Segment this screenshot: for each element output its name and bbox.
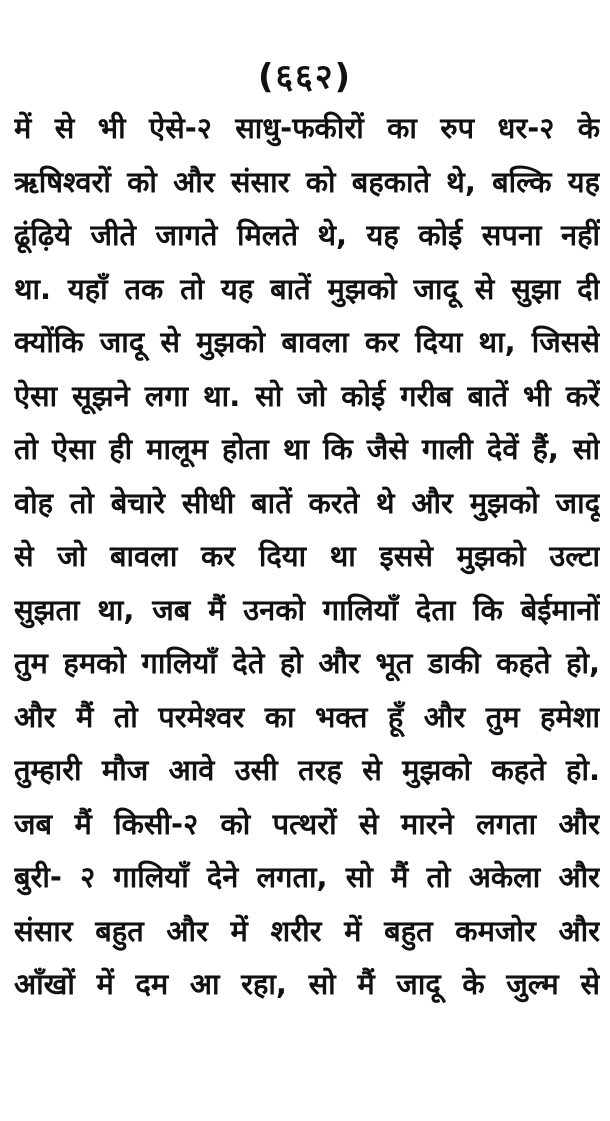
body-text	[14, 102, 600, 1012]
text-line: जब मैं किसी-२ को पत्थरों से मारने लगता और	[14, 806, 600, 841]
text-line: तो ऐसा ही मालूम होता था कि जैसे गाली देवें हैं, सो	[14, 432, 600, 466]
text-line: में से भी ऐसे-२ साधु-फकीरों का रुप धर-२ के	[14, 111, 600, 145]
text-line: आँखों में दम आ रहा, सो मैं जादू के जुल्म से	[14, 967, 600, 1001]
text-line: क्योंकि जादू से मुझको बावला कर दिया था, जिससे	[14, 325, 600, 359]
text-line: वोह तो बेचारे सीधी बातें करते थे और मुझको जादू	[14, 485, 600, 520]
text-line: से जो बावला कर दिया था इससे मुझको उल्टा	[14, 539, 600, 573]
page-number: (६६२)	[257, 57, 353, 97]
text-line: था. यहाँ तक तो यह बातें मुझको जादू से सुझा दी	[14, 271, 600, 306]
text-line: ऋषिश्वरों को और संसार को बहकाते थे, बल्कि यह	[14, 164, 600, 199]
text-line: ढूंढ़िये जीते जागते मिलते थे, यह कोई सपना नहीं	[14, 218, 600, 252]
text-line: ऐसा सूझने लगा था. सो जो कोई गरीब बातें भी करें	[14, 378, 600, 413]
text-line: और मैं तो परमेश्वर का भक्त हूँ और तुम हमेशा	[14, 699, 600, 734]
text-line: तुम्हारी मौज आवे उसी तरह से मुझको कहते हो.	[14, 753, 600, 787]
text-line: सुझता था, जब मैं उनको गालियाँ देता कि बेईमानों	[14, 592, 600, 627]
text-line: तुम हमको गालियाँ देते हो और भूत डाकी कहते हो,	[14, 646, 600, 680]
text-line: बुरी- २ गालियाँ देने लगता, सो मैं तो अकेला और	[14, 860, 600, 894]
text-line: संसार बहुत और में शरीर में बहुत कमजोर और	[14, 913, 600, 948]
